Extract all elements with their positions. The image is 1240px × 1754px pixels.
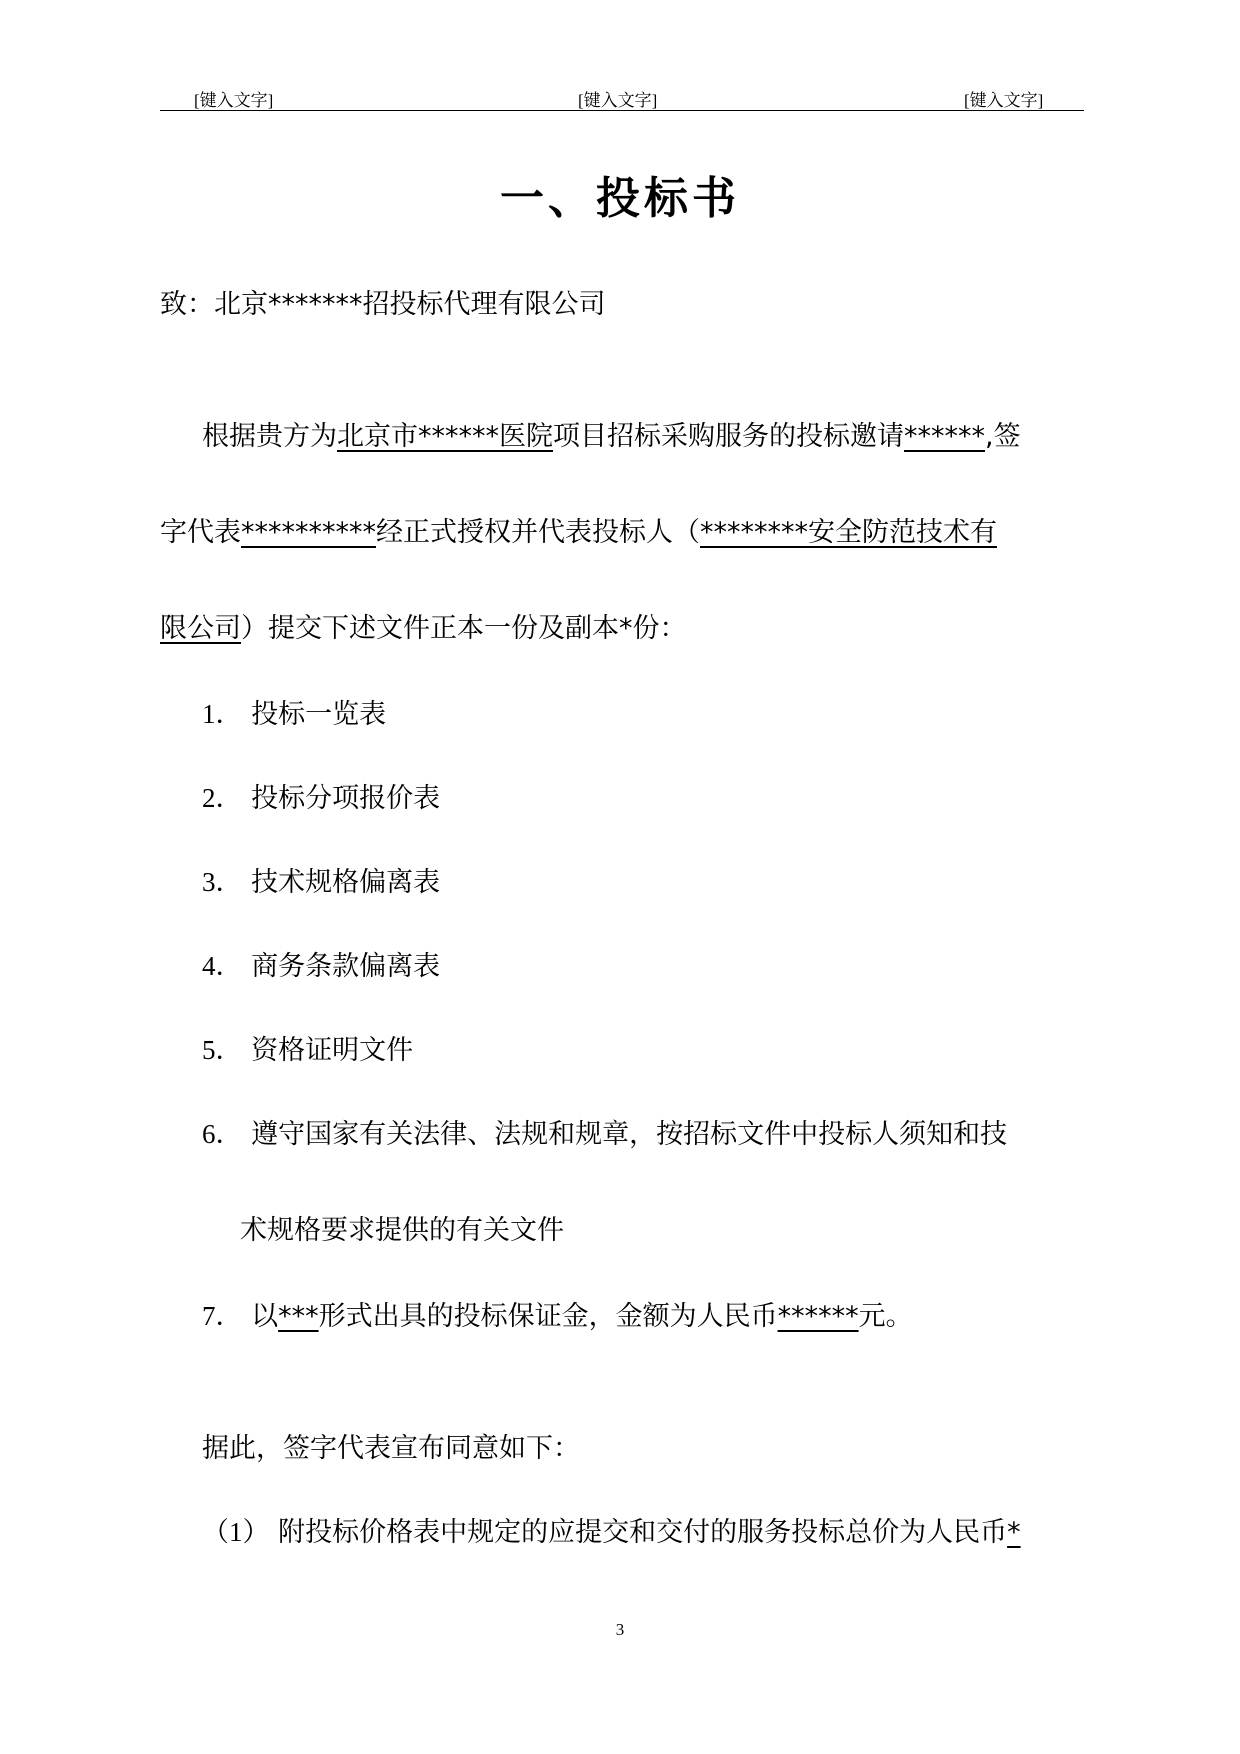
intro-text: ）提交下述文件正本一份及副本*份：	[241, 613, 687, 644]
bidder-name-cont: 限公司	[160, 613, 241, 644]
total-price: *	[1007, 1517, 1021, 1548]
item-number: 3．	[202, 867, 243, 897]
intro-text: 经正式授权并代表投标人（	[376, 517, 700, 548]
intro-line-2	[160, 510, 997, 549]
item-text: 元。	[858, 1301, 913, 1332]
declaration: 据此，签字代表宣布同意如下：	[202, 1433, 580, 1464]
item-text: 技术规格偏离表	[251, 867, 441, 898]
bidder-name: ********安全防范技术有	[700, 517, 997, 548]
item-number: 2．	[202, 783, 243, 813]
item-text: 遵守国家有关法律、法规和规章，按招标文件中投标人须知和技	[251, 1119, 1008, 1150]
page-number: 3	[615, 1620, 625, 1639]
list-item	[202, 1028, 413, 1067]
item-number: 4．	[202, 951, 243, 981]
clause-1	[202, 1510, 1021, 1549]
intro-line-3	[160, 606, 687, 645]
list-item	[202, 860, 440, 899]
item-text: 形式出具的投标保证金，金额为人民币	[318, 1301, 778, 1332]
clause-text: 附投标价格表中规定的应提交和交付的服务投标总价为人民币	[278, 1517, 1008, 1548]
intro-line-1	[202, 414, 1021, 453]
list-item-continuation: 术规格要求提供的有关文件	[240, 1215, 564, 1246]
invitation-number: ******	[904, 421, 985, 452]
header-right: [键入文字]	[964, 91, 1044, 110]
project-name: 北京市******医院	[337, 421, 553, 452]
intro-text: ,签	[985, 421, 1021, 452]
item-text: 投标一览表	[251, 699, 387, 730]
header-divider	[160, 110, 1084, 111]
item-number: 5．	[202, 1035, 243, 1065]
signatory-name: **********	[241, 517, 376, 548]
item-number: 7．	[202, 1301, 243, 1331]
list-item	[202, 944, 440, 983]
clause-number: （1）	[202, 1517, 270, 1547]
guarantee-amount: ******	[777, 1301, 859, 1332]
intro-text: 项目招标采购服务的投标邀请	[553, 421, 904, 452]
header-center: [键入文字]	[578, 91, 658, 110]
guarantee-form: ***	[278, 1301, 319, 1332]
list-item	[202, 1294, 913, 1333]
salutation: 致：北京*******招投标代理有限公司	[160, 289, 606, 320]
item-number: 1．	[202, 699, 243, 729]
item-text: 投标分项报价表	[251, 783, 441, 814]
intro-text: 字代表	[160, 517, 241, 548]
item-text: 资格证明文件	[251, 1035, 414, 1066]
list-item	[202, 692, 386, 731]
list-item	[202, 1112, 1007, 1151]
list-item	[202, 776, 440, 815]
item-text: 以	[251, 1301, 279, 1332]
intro-text: 根据贵方为	[202, 421, 337, 452]
item-number: 6．	[202, 1119, 243, 1149]
item-text: 商务条款偏离表	[251, 951, 441, 982]
header-left: [键入文字]	[194, 91, 274, 110]
page-title: 一、投标书	[500, 173, 740, 224]
